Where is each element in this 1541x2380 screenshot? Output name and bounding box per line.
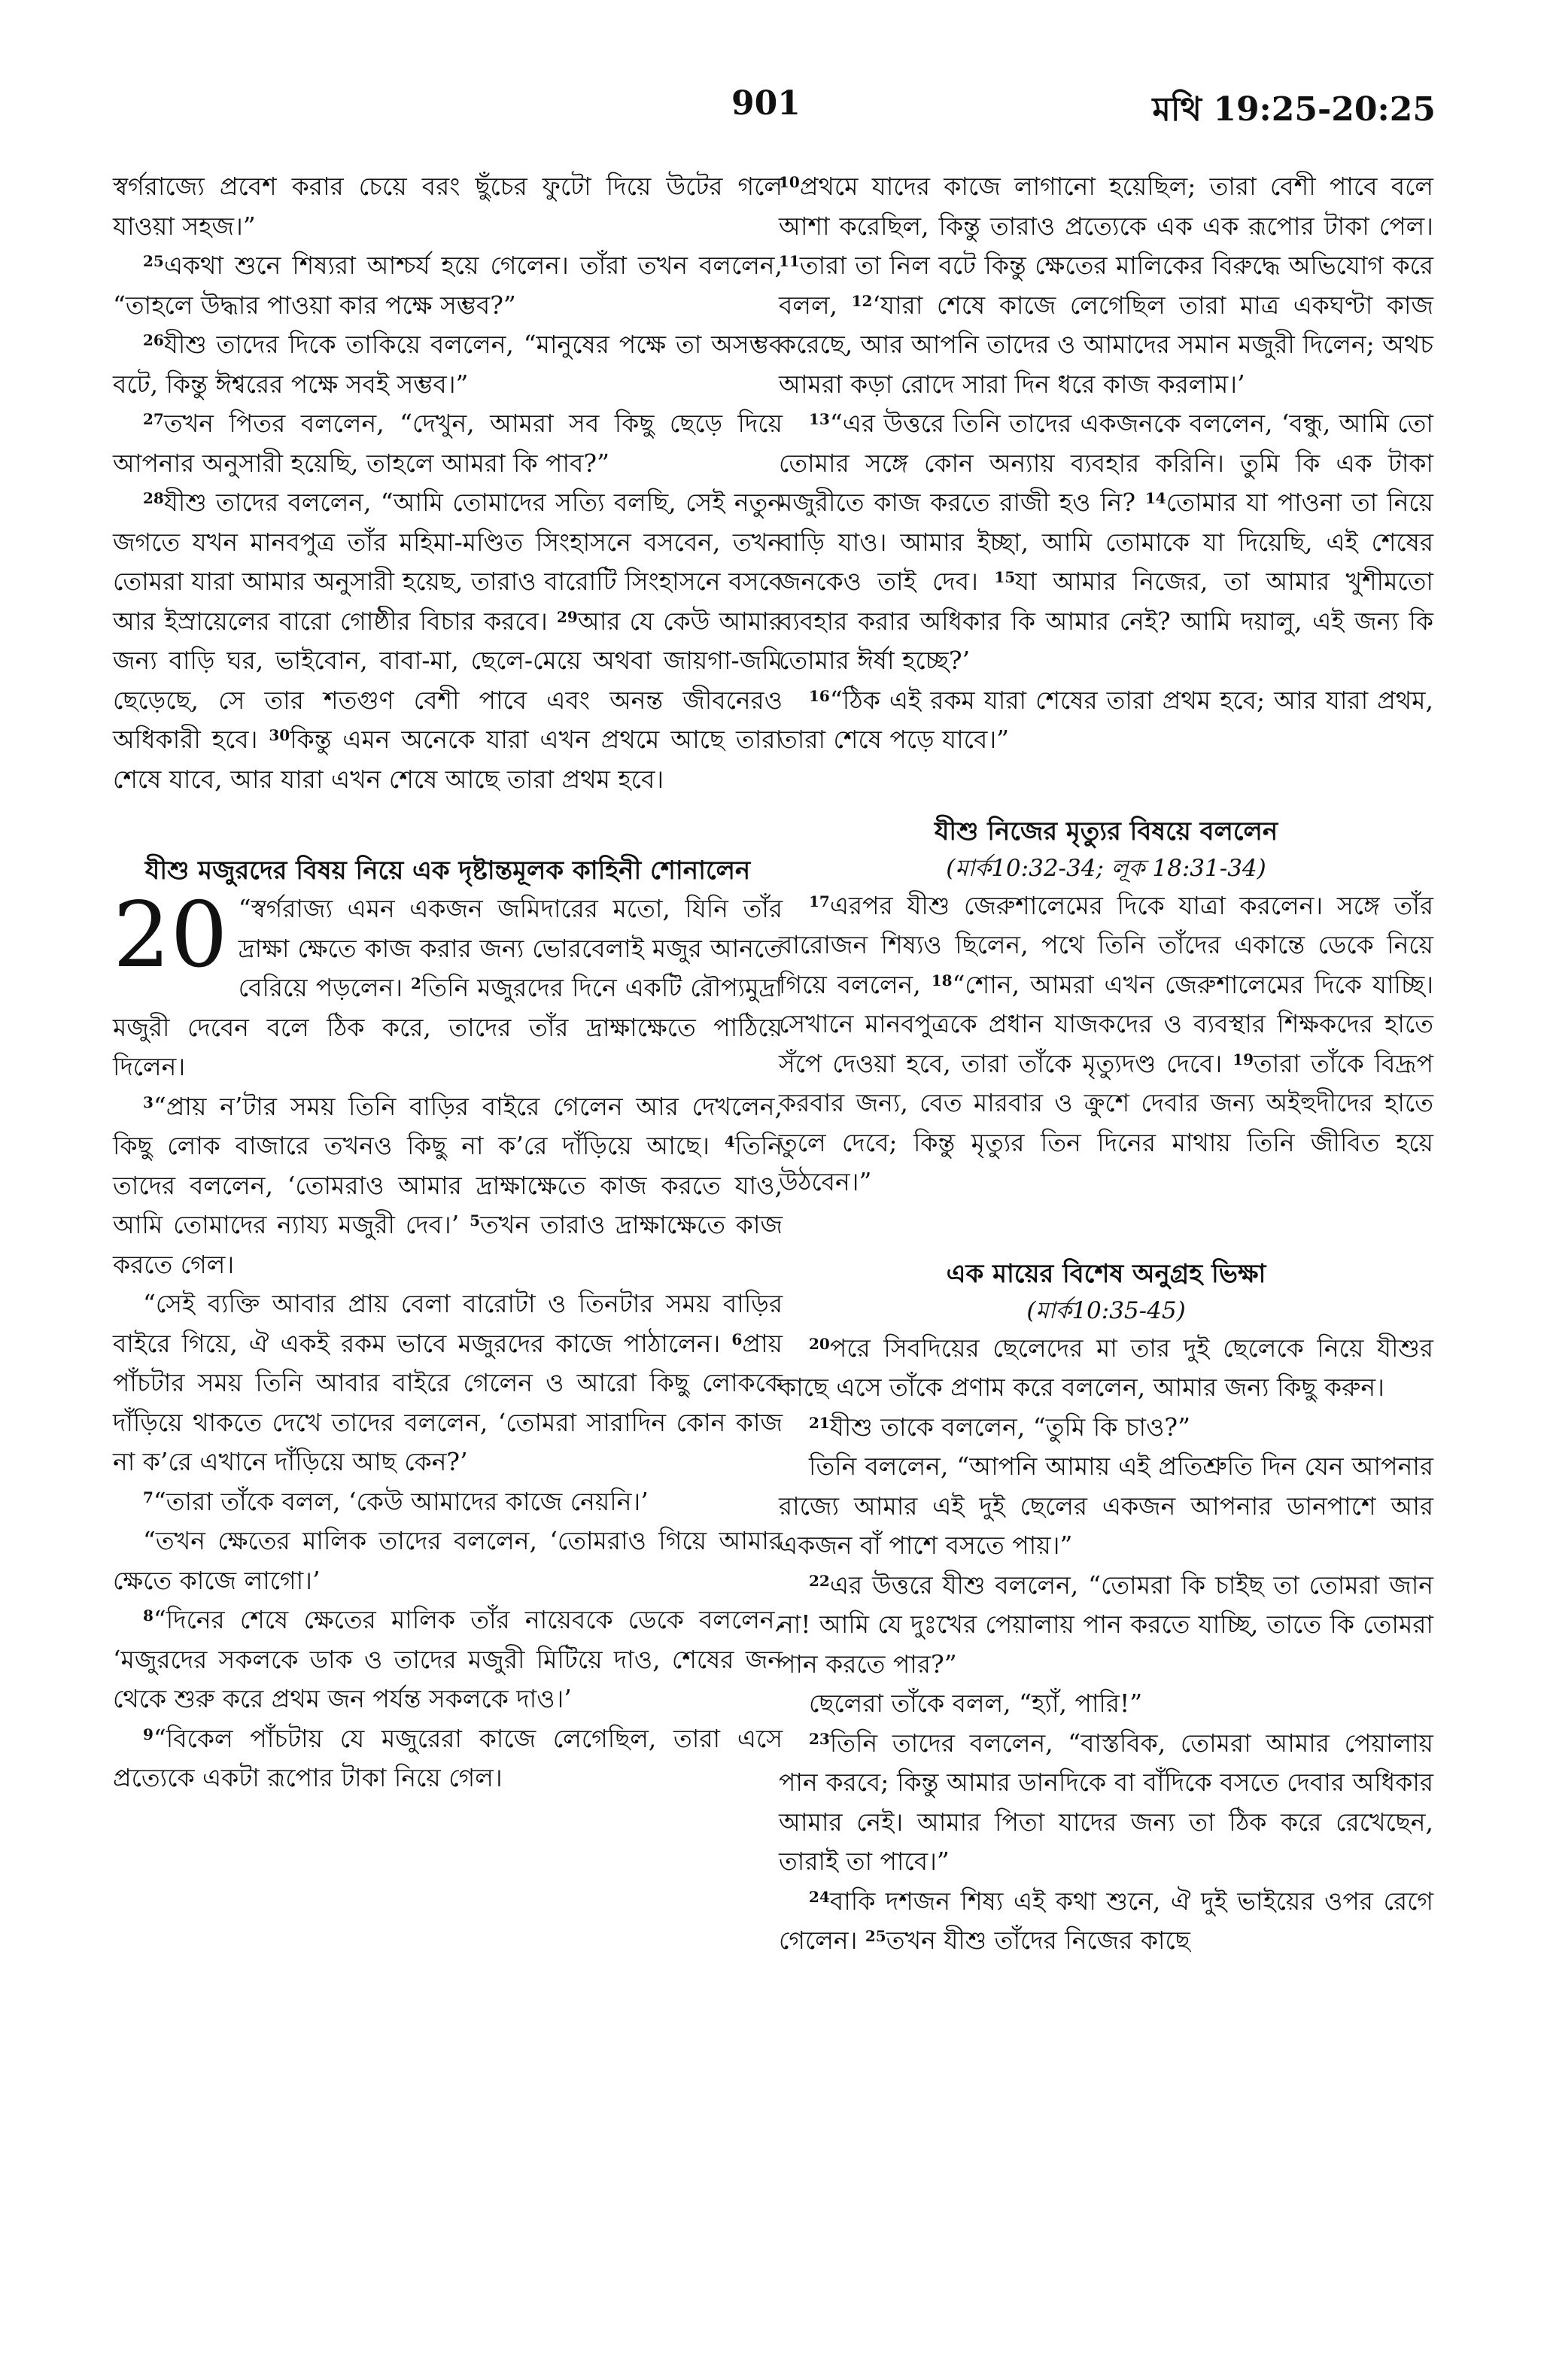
paragraph: ছেলেরা তাঁকে বলল, “হ্যাঁ, পারি!” [809,1688,1143,1718]
verse-number: 22 [809,1571,830,1590]
paragraph: $^3$“প্রায় ন’টার সময় তিনি বাড়ির বাইরে গেলেন আর দেখলেন, কিছু লোক বাজারে তখনও কিছু না ক’রে দাঁড়িয়ে আছে। $^4$তিনি তাদের বললেন, ‘তোমরাও আমার দ্রাক্ষাক্ষেতে কাজ করতে যাও, আমি তোমাদের ন্যায্য মজুরী দেব।’ $^5$তখন তারাও দ্রাক্ষাক্ষেতে কাজ করতে গেল। [113,1091,783,1279]
verse-number: 13 [809,410,830,428]
paragraph: তিনি বললেন, “আপনি আমায় এই প্রতিশ্রুতি দিন যেন আপনার রাজ্যে আমার এই দুই ছেলের একজন আপনার ডানপাশে আর একজন বাঁ পাশে বসতে পায়।” [779,1451,1433,1560]
verse-number: 3 [143,1093,153,1111]
paragraph: $^9$“বিকেল পাঁচটায় যে মজুরেরা কাজে লেগেছিল, তারা এসে প্রত্যেকে একটা রূপোর টাকা নিয়ে গেল। [113,1723,783,1792]
verse-number: 18 [931,971,953,989]
verse-number: 21 [809,1413,830,1432]
verse-number: 9 [143,1725,153,1743]
paragraph: $^{27}$তখন পিতর বললেন, “দেখুন, আমরা সব কিছু ছেড়ে দিয়ে আপনার অনুসারী হয়েছি, তাহলে আমরা কি পাব?” [113,409,783,478]
verse-number: 23 [809,1729,830,1748]
verse-number: 11 [779,252,800,270]
verse-number: 27 [143,410,164,428]
verse-number: 29 [556,607,578,626]
paragraph: $^{20}$পরে সিবদিয়ের ছেলেদের মা তার দুই ছেলেকে নিয়ে যীশুর কাছে এসে তাঁকে প্রণাম করে বললেন, আমার জন্য কিছু করুন। [779,1333,1433,1402]
verse-number: 16 [809,686,830,705]
chapter-reference: মথি 19:25-20:25 [1152,90,1436,129]
verse-number: 12 [851,291,873,310]
paragraph: স্বর্গরাজ্যে প্রবেশ করার চেয়ে বরং ছুঁচের ফুটো দিয়ে উটের গলে যাওয়া সহজ।” [113,172,783,241]
verse-number: 20 [809,1334,830,1353]
paragraph: $^7$“তারা তাঁকে বলল, ‘কেউ আমাদের কাজে নেয়নি।’ [143,1486,649,1516]
page-header [0,84,1541,137]
paragraph: $^{10}$প্রথমে যাদের কাজে লাগানো হয়েছিল; তারা বেশী পাবে বলে আশা করেছিল, কিন্তু তারাও প্রত্যেকে এক এক রূপোর টাকা পেল। $^{11}$তারা তা নিল বটে কিন্তু ক্ষেতের মালিকের বিরুদ্ধে অভিযোগ করে বলল, $^{12}$‘যারা শেষে কাজে লেগেছিল তারা মাত্র একঘণ্টা কাজ করেছে, আর আপনি তাদের ও আমাদের সমান মজুরী দিলেন; অথচ আমরা কড়া রোদে সারা দিন ধরে কাজ করলাম।’ [779,172,1433,399]
paragraph: “সেই ব্যক্তি আবার প্রায় বেলা বারোটা ও তিনটার সময় বাড়ির বাইরে গিয়ে, ঐ একই রকম ভাবে মজুরদের কাজে পাঠালেন। $^6$প্রায় পাঁচটার সময় তিনি আবার বাইরে গেলেন ও আরো কিছু লোককে দাঁড়িয়ে থাকতে দেখে তাদের বললেন, ‘তোমরা সারাদিন কোন কাজ না ক’রে এখানে দাঁড়িয়ে আছ কেন?’ [113,1289,783,1476]
paragraph: $^{23}$তিনি তাদের বললেন, “বাস্তবিক, তোমরা আমার পেয়ালায় পান করবে; কিন্তু আমার ডানদিকে বা বাঁদিকে বসতে দেবার অধিকার আমার নেই। আমার পিতা যাদের জন্য তা ঠিক করে রেখেছেন, তারাই তা পাবে।” [779,1728,1433,1876]
verse-number: 19 [1232,1050,1254,1068]
paragraph: $^{25}$একথা শুনে শিষ্যরা আশ্চর্য হয়ে গেলেন। তাঁরা তখন বললেন, “তাহলে উদ্ধার পাওয়া কার পক্ষে সম্ভব?” [113,251,783,320]
verse-number: 25 [865,1927,886,1945]
verse-number: 17 [809,892,830,910]
paragraph: “তখন ক্ষেতের মালিক তাদের বললেন, ‘তোমরাও গিয়ে আমার ক্ষেতে কাজে লাগো।’ [113,1526,783,1595]
verse-number: 6 [731,1330,743,1348]
paragraph: $^{16}$“ঠিক এই রকম যারা শেষের তারা প্রথম হবে; আর যারা প্রথম, তারা শেষে পড়ে যাবে।” [779,685,1433,754]
cross-reference: (মার্ক10:32-34; লূক 18:31-34) [946,854,1266,882]
verse-number: 7 [143,1488,153,1506]
section-heading: যীশু মজুরদের বিষয় নিয়ে এক দৃষ্টান্তমূলক কাহিনী শোনালেন [144,856,751,886]
paragraph: $^8$“দিনের শেষে ক্ষেতের মালিক তাঁর নায়েবকে ডেকে বললেন, ‘মজুরদের সকলকে ডাক ও তাদের মজুরী মিটিয়ে দাও, শেষের জন থেকে শুরু করে প্রথম জন পর্যন্ত সকলকে দাও।’ [113,1605,783,1713]
paragraph: $^{13}$“এর উত্তরে তিনি তাদের একজনকে বললেন, ‘বন্ধু, আমি তো তোমার সঙ্গে কোন অন্যায় ব্যবহার করিনি। তুমি কি এক টাকা মজুরীতে কাজ করতে রাজী হও নি? $^{14}$তোমার যা পাওনা তা নিয়ে বাড়ি যাও। আমার ইচ্ছা, আমি তোমাকে যা দিয়েছি, এই শেষের জনকেও তাই দেব। $^{15}$যা আমার নিজের, তা আমার খুশীমতো ব্যবহার করার অধিকার কি আমার নেই? আমি দয়ালু, এই জন্য কি তোমার ঈর্ষা হচ্ছে?’ [779,409,1433,675]
verse-number: 5 [470,1211,480,1230]
paragraph: $^{24}$বাকি দশজন শিষ্য এই কথা শুনে, ঐ দুই ভাইয়ের ওপর রেগে গেলেন। $^{25}$তখন যীশু তাঁদের নিজের কাছে [779,1886,1433,1955]
paragraph: $^{26}$যীশু তাদের দিকে তাকিয়ে বললেন, “মানুষের পক্ষে তা অসম্ভব বটে, কিন্তু ঈশ্বরের পক্ষে সবই সম্ভব।” [113,330,783,399]
cross-reference: (মার্ক10:35-45) [1026,1296,1186,1324]
verse-number: 24 [809,1887,830,1906]
paragraph: $^{17}$এরপর যীশু জেরুশালেমের দিকে যাত্রা করলেন। সঙ্গে তাঁর বারোজন শিষ্যও ছিলেন, পথে তিনি তাঁদের একান্তে ডেকে নিয়ে গিয়ে বললেন, $^{18}$“শোন, আমরা এখন জেরুশালেমের দিকে যাচ্ছি। সেখানে মানবপুত্রকে প্রধান যাজকদের ও ব্যবস্থার শিক্ষকদের হাতে সঁপে দেওয়া হবে, তারা তাঁকে মৃত্যুদণ্ড দেবে। $^{19}$তারা তাঁকে বিদ্রূপ করবার জন্য, বেত মারবার ও ক্রুশে দেবার জন্য অইহুদীদের হাতে তুলে দেবে; কিন্তু মৃত্যুর তিন দিনের মাথায় তিনি জীবিত হয়ে উঠবেন।” [779,890,1433,1196]
verse-number: 4 [724,1132,735,1150]
paragraph: $^{28}$যীশু তাদের বললেন, “আমি তোমাদের সত্যি বলছি, সেই নতুন জগতে যখন মানবপুত্র তাঁর মহিমা-মণ্ডিত সিংহাসনে বসবেন, তখন তোমরা যারা আমার অনুসারী হয়েছ, তারাও বারোটি সিংহাসনে বসবে আর ইস্রায়েলের বারো গোষ্ঠীর বিচার করবে। $^{29}$আর যে কেউ আমার জন্য বাড়ি ঘর, ভাইবোন, বাবা-মা, ছেলে-মেয়ে অথবা জায়গা-জমি ছেড়েছে, সে তার শতগুণ বেশী পাবে এবং অনন্ত জীবনেরও অধিকারী হবে। $^{30}$কিন্তু এমন অনেকে যারা এখন প্রথমে আছে তারা শেষে যাবে, আর যারা এখন শেষে আছে তারা প্রথম হবে। [113,488,783,794]
paragraph: 20 “স্বর্গরাজ্য এমন একজন জমিদারের মতো, যিনি তাঁর দ্রাক্ষা ক্ষেতে কাজ করার জন্য ভোরবেলাই মজুর আনতে বেরিয়ে পড়লেন। $^2$তিনি মজুরদের দিনে একটি রৌপ্যমুদ্রা মজুরী দেবেন বলে ঠিক করে, তাদের তাঁর দ্রাক্ষাক্ষেতে পাঠিয়ে দিলেন। [113,883,783,1081]
paragraph: $^{22}$এর উত্তরে যীশু বললেন, “তোমরা কি চাইছ তা তোমরা জান না! আমি যে দুঃখের পেয়ালায় পান করতে যাচ্ছি, তাতে কি তোমরা পান করতে পার?” [779,1570,1433,1679]
chapter-number: 20 [113,883,228,988]
verse-number: 8 [143,1606,153,1625]
verse-number: 28 [143,489,164,507]
verse-number: 14 [1144,489,1166,507]
page-number: 901 [731,84,801,123]
right-column [779,167,1433,1961]
left-column [113,167,783,1798]
verse-number: 25 [143,252,164,270]
section-heading: এক মায়ের বিশেষ অনুগ্রহ ভিক্ষা [946,1258,1266,1289]
verse-number: 30 [269,726,290,744]
verse-number: 2 [411,974,421,992]
verse-number: 10 [779,173,800,191]
verse-number: 26 [143,331,164,349]
section-heading: যীশু নিজের মৃত্যুর বিষয়ে বললেন [934,816,1278,847]
verse-number: 15 [994,568,1016,586]
paragraph: $^{21}$যীশু তাকে বললেন, “তুমি কি চাও?” [809,1412,1190,1442]
